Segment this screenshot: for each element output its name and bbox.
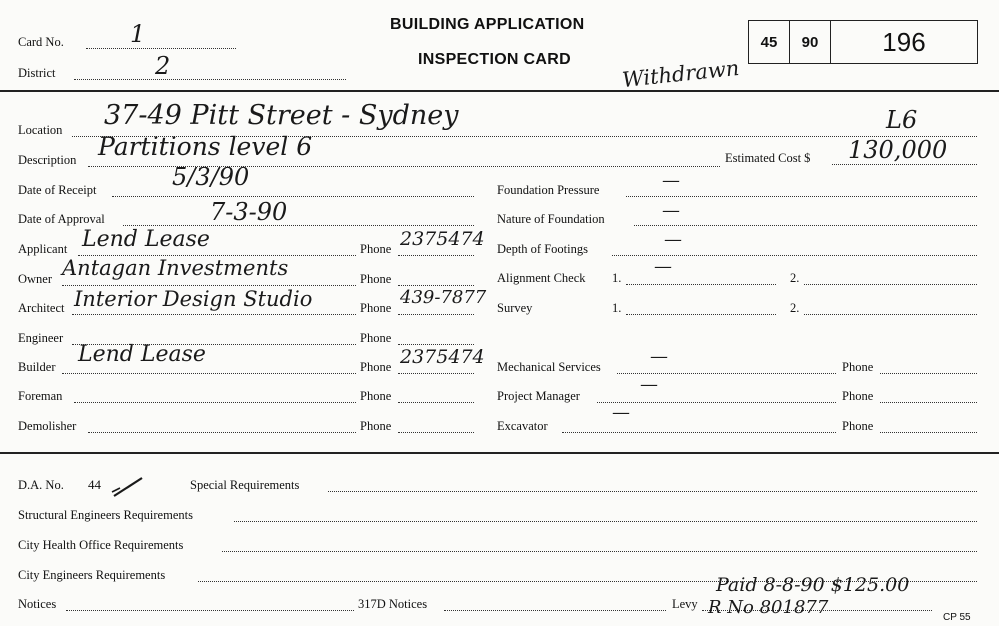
alignment-2-line <box>804 284 977 285</box>
builder-phone-label: Phone <box>360 360 392 374</box>
architect-line <box>72 314 356 315</box>
project-manager-line <box>597 402 836 403</box>
date-approval-label: Date of Approval <box>18 212 105 226</box>
location-extra: L6 <box>886 106 918 134</box>
estimated-cost-value: 130,000 <box>848 136 948 164</box>
project-manager-phone-label: Phone <box>842 389 874 403</box>
location-label: Location <box>18 123 63 137</box>
date-receipt-line <box>112 196 474 197</box>
withdrawn-note: Withdrawn <box>621 55 741 93</box>
health-line <box>222 551 977 552</box>
applicant-phone-label: Phone <box>360 242 392 256</box>
foreman-label: Foreman <box>18 389 63 403</box>
excavator-label: Excavator <box>497 419 548 433</box>
applicant-phone-line <box>398 255 474 256</box>
d317-line <box>444 610 666 611</box>
excavator-dash: — <box>612 402 630 423</box>
survey-2-label: 2. <box>790 301 800 315</box>
card-no-value: 1 <box>130 20 146 48</box>
date-receipt-label: Date of Receipt <box>18 183 97 197</box>
date-approval-value: 7-3-90 <box>210 198 288 226</box>
demolisher-phone-label: Phone <box>360 419 392 433</box>
mechanical-label: Mechanical Services <box>497 360 601 374</box>
applicant-phone-value: 2375474 <box>400 228 485 250</box>
title-line1: BUILDING APPLICATION <box>390 16 585 33</box>
date-approval-line <box>123 225 474 226</box>
mechanical-dash: — <box>650 346 668 367</box>
mechanical-phone-line <box>880 373 977 374</box>
builder-value: Lend Lease <box>78 342 206 367</box>
alignment-check-dash: — <box>654 256 672 277</box>
excavator-line <box>562 432 836 433</box>
survey-1-label: 1. <box>612 301 622 315</box>
card-number-boxes <box>748 20 978 64</box>
special-req-line <box>328 491 977 492</box>
owner-phone-label: Phone <box>360 272 392 286</box>
survey-1-line <box>626 314 776 315</box>
title-line2: INSPECTION CARD <box>418 51 571 68</box>
notices-line <box>66 610 354 611</box>
applicant-value: Lend Lease <box>82 227 210 252</box>
notices-label: Notices <box>18 597 57 611</box>
form-code: CP 55 <box>943 612 971 623</box>
architect-label: Architect <box>18 301 65 315</box>
alignment-2-label: 2. <box>790 271 800 285</box>
depth-footings-label: Depth of Footings <box>497 242 588 256</box>
engineer-phone-label: Phone <box>360 331 392 345</box>
builder-label: Builder <box>18 360 56 374</box>
architect-value: Interior Design Studio <box>74 287 313 311</box>
survey-2-line <box>804 314 977 315</box>
excavator-phone-label: Phone <box>842 419 874 433</box>
card-no-line <box>86 48 236 49</box>
box-45: 45 <box>749 21 790 63</box>
header-rule <box>0 90 999 92</box>
builder-phone-value: 2375474 <box>400 346 485 368</box>
architect-phone-label: Phone <box>360 301 392 315</box>
structural-label: Structural Engineers Requirements <box>18 508 193 522</box>
project-manager-phone-line <box>880 402 977 403</box>
district-label: District <box>18 66 56 80</box>
owner-phone-line <box>398 285 474 286</box>
box-196: 196 <box>882 26 926 57</box>
builder-line <box>62 373 356 374</box>
da-no-label: D.A. No. <box>18 478 64 492</box>
survey-label: Survey <box>497 301 533 315</box>
location-value: 37-49 Pitt Street - Sydney <box>104 100 459 131</box>
mechanical-phone-label: Phone <box>842 360 874 374</box>
estimated-cost-line <box>832 164 977 165</box>
foreman-phone-line <box>398 402 474 403</box>
alignment-1-line <box>626 284 776 285</box>
da-no-slash-mark <box>110 474 146 500</box>
owner-label: Owner <box>18 272 53 286</box>
d317-label: 317D Notices <box>358 597 428 611</box>
foreman-line <box>74 402 356 403</box>
date-receipt-value: 5/3/90 <box>172 163 250 191</box>
nature-foundation-line <box>634 225 977 226</box>
nature-foundation-dash: — <box>662 200 680 221</box>
project-manager-label: Project Manager <box>497 389 580 403</box>
foundation-pressure-line <box>626 196 977 197</box>
bottom-section-rule <box>0 452 999 454</box>
da-no-value: 44 <box>88 477 101 492</box>
architect-phone-value: 439-7877 <box>400 287 487 308</box>
district-value: 2 <box>155 52 171 80</box>
receipt-note: R No 801877 <box>708 597 829 618</box>
nature-foundation-label: Nature of Foundation <box>497 212 605 226</box>
owner-value: Antagan Investments <box>62 256 289 280</box>
alignment-1-label: 1. <box>612 271 622 285</box>
card-no-label: Card No. <box>18 35 64 49</box>
owner-line <box>62 285 356 286</box>
builder-phone-line <box>398 373 474 374</box>
depth-footings-dash: — <box>664 229 682 250</box>
engineer-phone-line <box>398 344 474 345</box>
description-value: Partitions level 6 <box>98 132 313 161</box>
alignment-check-label: Alignment Check <box>497 271 586 285</box>
architect-phone-line <box>398 314 474 315</box>
project-manager-dash: — <box>640 374 658 395</box>
structural-line <box>234 521 977 522</box>
district-line <box>74 79 346 80</box>
engineer-label: Engineer <box>18 331 64 345</box>
levy-label: Levy <box>672 597 698 611</box>
demolisher-line <box>88 432 356 433</box>
special-req-label: Special Requirements <box>190 478 300 492</box>
excavator-phone-line <box>880 432 977 433</box>
box-90: 90 <box>790 21 831 63</box>
foundation-pressure-label: Foundation Pressure <box>497 183 600 197</box>
foundation-pressure-dash: — <box>662 170 680 191</box>
foreman-phone-label: Phone <box>360 389 392 403</box>
city-eng-label: City Engineers Requirements <box>18 568 166 582</box>
estimated-cost-label: Estimated Cost $ <box>725 151 811 165</box>
paid-note: Paid 8-8-90 $125.00 <box>716 574 910 596</box>
applicant-label: Applicant <box>18 242 68 256</box>
demolisher-phone-line <box>398 432 474 433</box>
description-label: Description <box>18 153 77 167</box>
demolisher-label: Demolisher <box>18 419 77 433</box>
health-label: City Health Office Requirements <box>18 538 184 552</box>
